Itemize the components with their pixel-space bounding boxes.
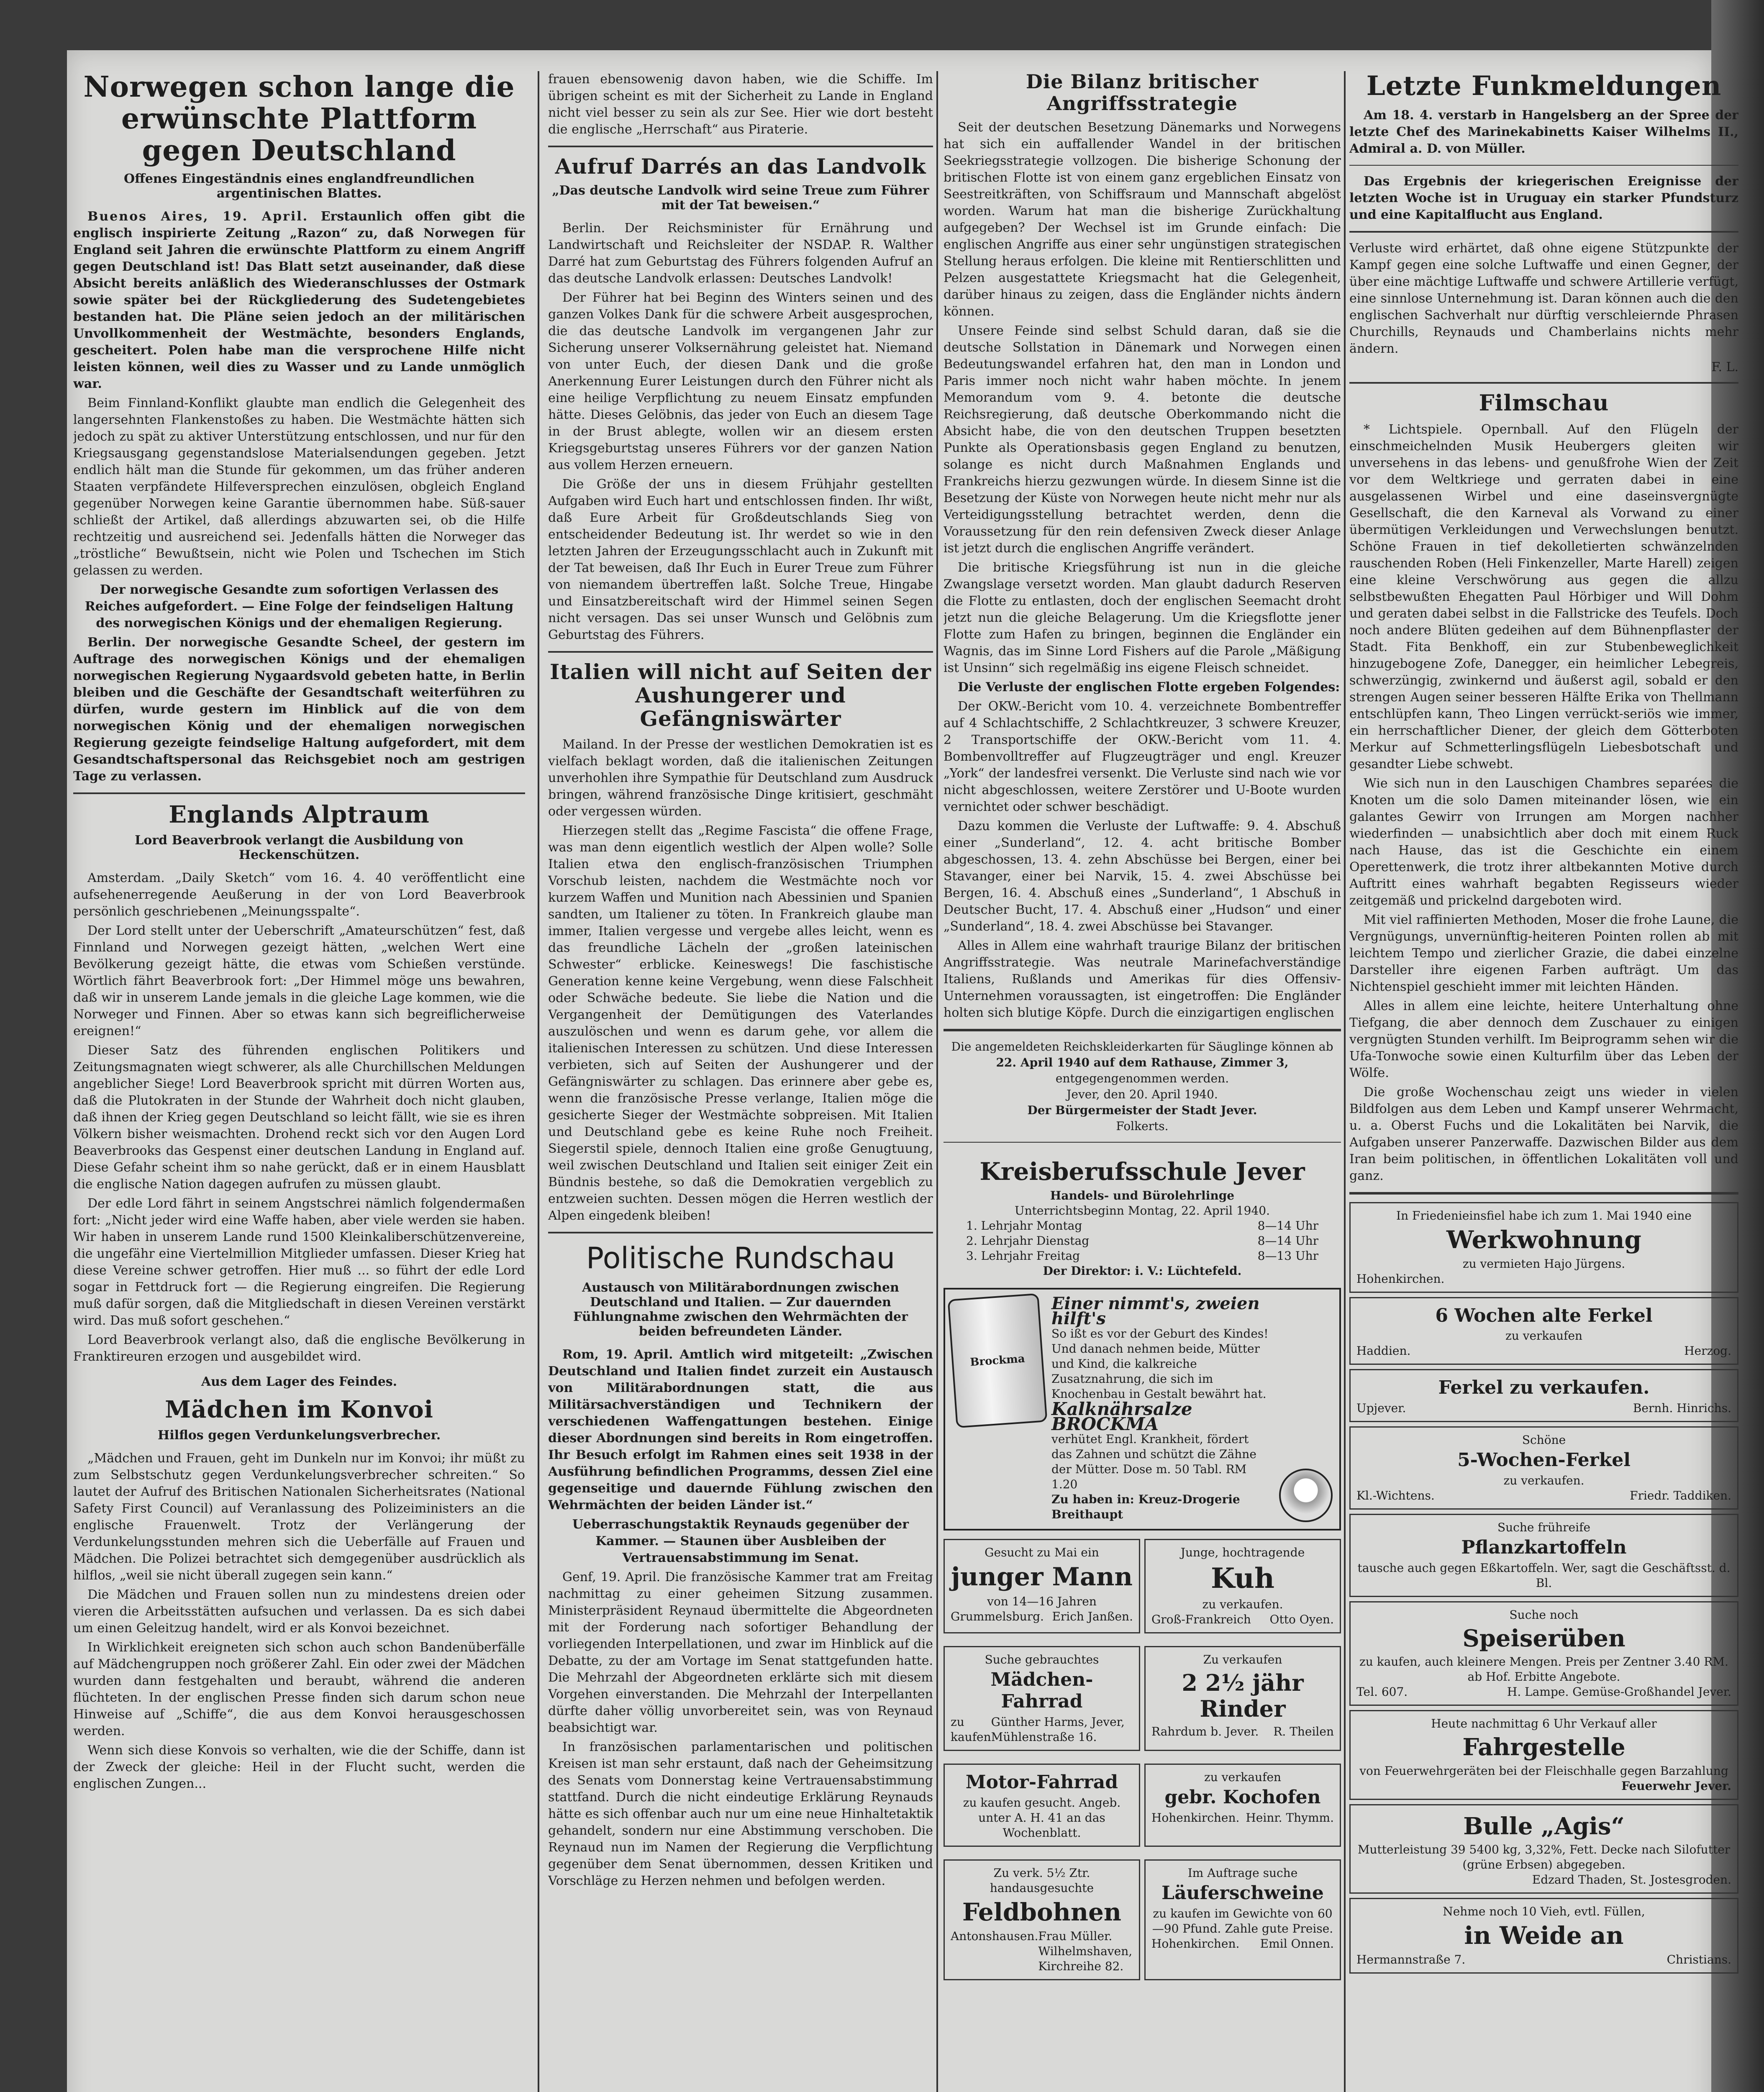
- headline-filmschau: Filmschau: [1479, 390, 1609, 416]
- headline-darre: Aufruf Darrés an das Landvolk: [555, 154, 926, 179]
- article-paragraph: Lord Beaverbrook verlangt also, daß die englische Bevölkerung in Franktireuren erzogen und ausgebildet wird.: [73, 1333, 525, 1364]
- column-1: [73, 71, 525, 2092]
- article-paragraph: „Mädchen und Frauen, geht im Dunkeln nur im Konvoi; ihr müßt zu zum Selbstschutz gegen Verdunkelungsverbrecher schreiten.“ So lautet der Aufruf des Britischen Nationalen Sicherheitsrates (National Safety First Council) auf Veranlassung des Polizeiministers an die englische Frauenwelt. Trotz der Verlängerung der Verdunkelungsstunden mehren sich die Ueberfälle auf Frauen und Mädchen. Die Polizei betrachtet sich demgegenüber ausdrücklich als hilflos, „weil sie nicht überall zugegen sein kann.“: [73, 1451, 525, 1583]
- article-paragraph: Berlin. Der norwegische Gesandte Scheel, der gestern im Auftrage des norwegischen Königs und der ehemaligen norwegischen Regierung Nygaardsvold gebeten hatte, in Berlin bleiben und die Geschäfte der Gesandtschaft weiterführen zu dürfen, wurde gestern im Hinblick auf die von dem norwegischen König und der ehemaligen norwegischen Regierung gezeigte feindselige Haltung aufgefordert, mit dem Gesandtschaftspersonal das Reichsgebiet noch am gestrigen Tage zu verlassen.: [73, 635, 525, 784]
- ad-speiseruben: Suche noch Speiserüben zu kaufen, auch kleinere Mengen. Preis per Zentner 3.40 RM. ab Hof. Erbitte Angebote. Tel. 607. H. Lampe. Gemüse-Großhandel Jever.: [1349, 1601, 1738, 1706]
- article-paragraph: Der OKW.-Bericht vom 10. 4. verzeichnete Bombentreffer auf 4 Schlachtschiffe, 2 Schlachtkreuzer, 3 schwere Kreuzer, 2 Transportschiffe der OKW.-Bericht vom 11. 4. Bombenvolltreffer auf Flugzeugträger und engl. Kreuzer „York“ der landesfrei versenkt. Die Verluste sind nach wie vor nicht abgeschlossen, weitere Zerstörer und U-Boote wurden vernichtet oder schwer beschädigt.: [944, 699, 1341, 815]
- headline-konvoi: Mädchen im Konvoi: [165, 1396, 433, 1424]
- ad-kuh: Junge, hochtragende Kuh zu verkaufen. Groß-Frankreich Otto Oyen.: [1144, 1539, 1341, 1633]
- article-paragraph: Das Ergebnis der kriegerischen Ereignisse der letzten Woche ist in Uruguay ein starker Pfundsturz und eine Kapitalflucht aus England.: [1349, 174, 1738, 222]
- ad-feldbohnen: Zu verk. 5½ Ztr. handausgesuchte Feldbohnen Antonshausen. Frau Müller. Wilhelmshaven, Kirchreihe 82.: [944, 1859, 1140, 1980]
- column-rule: [936, 71, 938, 2092]
- article-paragraph: Genf, 19. April. Die französische Kammer trat am Freitag nachmittag zu einer geheimen Sitzung zusammen. Ministerpräsident Reynaud übermittelte die Abgeordneten mit der Forderung nach sofortiger Behandlung der vorliegenden Interpellationen, und zwar im Hinblick auf die Debatte, zu der am Vortage im Senat stattgefunden hatte. Die Mehrzahl der Abgeordneten erklärte sich mit diesem Vorgehen einverstanden. Die Mehrzahl der Interpellanten dürfte daher völlig unvorbereitet sein, was von Reynaud beabsichtigt war.: [548, 1570, 933, 1735]
- ad-kreisberufsschule: Kreisberufsschule Jever Handels- und Bürolehrlinge Unterrichtsbeginn Montag, 22. April 1940. 1. Lehrjahr Montag 8—14 Uhr 2. Lehrjahr Dienstag 8—14 Uhr 3. Lehrjahr Freitag 8—13 Uhr Der Direktor: i. V.: Lüchtefeld.: [966, 1157, 1318, 1278]
- article-paragraph: Hierzegen stellt das „Regime Fascista“ die offene Frage, was man denn eigentlich westlich der Alpen wolle? Solle Italien etwa den englisch-französischen Triumphen Vorschub leisten, nachdem die Westmächte noch vor kurzem Waffen und Munition nach Abessinien und Spanien sandten, um Italiener zu töten. In Frankreich glaube man immer, Italien vergesse und vergebe alles leicht, wenn es das freundliche Lächeln der „großen lateinischen Schwester“ erblicke. Keineswegs! Die faschistische Generation kenne keine Vergebung, wenn diese Falschheit oder Schwäche bedeute. Sie liebe die Nation und die Vergangenheit der Demütigungen des Vaterlandes auszulöschen und wenn es darum gehe, vor allem die italienischen Interessen zu schützen. Und diese Interessen verbieten, sich auf Seiten der Aushungerer und der Gefängniswärter zu schlagen. Das erinnere aber gebe es, wenn die französische Presse verlange, Italien möge die gesicherte Sieger der Westmächte sobpreisen. Mit Italien und Deutschland gebe es keine Ruhe noch Freiheit. Siegerstil spiele, dennoch Italien eine große Genugtuung, weil zwischen Deutschland und Italien seit einiger Zeit ein Bündnis bestehe, so daß die Demokratien vergeblich zu entzweien suchten. Dessen mögen die Herren westlich der Alpen eingedenk bleiben!: [548, 823, 933, 1223]
- article-paragraph: Die Größe der uns in diesem Frühjahr gestellten Aufgaben wird Euch hart und entschlossen finden. Ihr wißt, daß Eure Arbeit für Großdeutschlands Sieg von entscheidender Bedeutung ist. Ihr werdet so wie in den letzten Jahren der Erzeugungsschlacht auch in Zukunft mit der Tat beweisen, daß Ihr Euch in Eurer Treue zum Führer von niemandem übertreffen laßt. Solche Treue, Hingabe und Einsatzbereitschaft wird der Himmel seinen Segen nicht versagen. Das sei unser Wunsch und Gelöbnis zum Geburtstag des Führers.: [548, 477, 933, 642]
- article-paragraph: Amsterdam. „Daily Sketch“ vom 16. 4. 40 veröffentlicht eine aufsehenerregende Aeußerung in der von Lord Beaverbrook persönlich geschriebenen „Meinungsspalte“.: [73, 871, 525, 919]
- article-paragraph: Die Mädchen und Frauen sollen nun zu mindestens dreien oder vieren die Arbeitsstätten aufsuchen und verlassen. Da es sich dabei um einen Geleitzug handelt, wird er als Konvoi bezeichnet.: [73, 1587, 525, 1636]
- divider: [1349, 382, 1738, 384]
- divider: [1349, 165, 1738, 166]
- divider: [944, 1029, 1341, 1031]
- headline-alptraum: Englands Alptraum: [169, 801, 430, 829]
- official-notice: Die angemeldeten Reichskleiderkarten für Säuglinge können ab 22. April 1940 auf dem Rathause, Zimmer 3, entgegengenommen werden. Jever, den 20. April 1940. Der Bürgermeister der Stadt Jever. Folkerts.: [951, 1040, 1333, 1133]
- article-paragraph: Berlin. Der Reichsminister für Ernährung und Landwirtschaft und Reichsleiter der NSDAP. R. Walther Darré hat zum Geburtstag des Führers folgenden Aufruf an das deutsche Landvolk erlassen: Deutsches Landvolk!: [548, 221, 933, 286]
- article-paragraph: Am 18. 4. verstarb in Hangelsberg an der Spree der letzte Chef des Marinekabinetts Kaiser Wilhelms II., Admiral a. D. von Müller.: [1349, 108, 1738, 156]
- ad-laeuferschweine: Im Auftrage suche Läuferschweine zu kaufen im Gewichte von 60—90 Pfund. Zahle gute Preise. Hohenkirchen. Emil Onnen.: [1144, 1859, 1341, 1980]
- article-paragraph: Alles in Allem eine wahrhaft traurige Bilanz der britischen Angriffsstrategie. Was neutrale Marinefachverständige Italiens, Rußlands und Amerikas für dies Offensiv-Unternehmen voraussagten, ist eingetroffen: Die Engländer holten sich blutige Köpfe. Durch die einzigartigen englischen: [944, 938, 1341, 1020]
- ad-ferkel-6-wochen: 6 Wochen alte Ferkel zu verkaufen Haddien. Herzog.: [1349, 1297, 1738, 1365]
- article-paragraph: Wenn sich diese Konvois so verhalten, wie die der Schiffe, dann ist der Zweck der gleiche: Heil in der Flucht sucht, werden die englischen Zungen...: [73, 1743, 525, 1791]
- ad-ferkel-5-wochen: Schöne 5-Wochen-Ferkel zu verkaufen. Kl.-Wichtens. Friedr. Taddiken.: [1349, 1426, 1738, 1510]
- author-initials: F. L.: [1711, 359, 1738, 374]
- article-paragraph: Dazu kommen die Verluste der Luftwaffe: 9. 4. Abschuß einer „Sunderland“, 12. 4. acht britische Bomber abgeschossen, 13. 4. zehn Abschüsse bei Bergen, einer bei Stavanger, einer bei Narvik, 15. 4. zwei Abschüsse bei Bergen, 16. 4. Abschuß eines „Sunderland“, 1 Abschuß in Deutscher Bucht, 17. 4. Abschuß einer „Hudson“ und einer „Sunderland“, 18. 4. zwei Abschüsse bei Stavanger.: [944, 819, 1341, 934]
- article-paragraph: * Lichtspiele. Opernball. Auf den Flügeln der einschmeichelnden Musik Heubergers gleiten wir unversehens in das lebens- und genußfrohe Wien der Zeit vor dem Weltkriege und gerraten dabei in eine ausgelassenen Wirbel und eine daseinsvergnügte Gesellschaft, die den Karneval als Vorwand zu einer übermütigen Verkleidungen und Verwechslungen benutzt. Schöne Frauen in tief dekolletierten schwänzelnden rauschenden Roben (Heli Finkenzeller, Marte Harell) zeigen eine kleine Verschwörung aus gegen die allzu selbstbewußten Ehegatten Paul Hörbiger und Will Dohm und geraten dabei selbst in die Fallstricke des Teufels. Doch noch andere Blüten gedeihen auf dem Bühnenpflaster der Stadt. Fita Benkhoff, ein zur Stubenbeweglichkeit hinzugebogene Zofe, Danegger, ein heimlicher Lebegreis, schwerzüngig, zwinkernd und äußerst agil, sobald er den strengen Augen seiner besseren Hälfte Erika von Thellmann entschlüpfen kann, Theo Lingen verrückt-seriös wie immer, ein herrschaftlicher Diener, der gleich dem Götterboten Merkur auf Schmetterlingsflügeln Liebesbotschaft und gesandter Liebe schwebt.: [1349, 422, 1738, 772]
- divider: [1349, 231, 1738, 233]
- article-paragraph: Seit der deutschen Besetzung Dänemarks und Norwegens hat sich ein auffallender Wandel in der britischen Seekriegsstrategie vollzogen. Die bisherige Schonung der britischen Flotte ist von einem ganz ergeblichen Einsatz von Seestreitkräften, von Schiffsraum und Mannschaft abgelöst worden. Warum hat man die bisherige Zurückhaltung aufgegeben? Der Wechsel ist im Grunde einfach: Die englischen Angriffe aus einer sehr ungünstigen strategischen Stellung heraus erfolgen. Die kleine mit Rentierschlitten und Pelzen ausgestattete Kriegsmacht hat die Gelegenheit, darüber hinaus zu zeigen, dass die Engländer nichts ändern können.: [944, 120, 1341, 319]
- divider: [548, 651, 933, 653]
- subheadline: „Das deutsche Landvolk wird seine Treue zum Führer mit der Tat beweisen.“: [552, 183, 929, 213]
- article-paragraph: Der Lord stellt unter der Ueberschrift „Amateurschützen“ fest, daß Finnland und Norwegen gezeigt hätten, „welchen Wert eine Bevölkerung gezeigt hätte, die etwas vom Schießen verstünde. Wörtlich fährt Beaverbrook fort: „Der Himmel möge uns bewahren, daß wir in unserem Lande jemals in die gleiche Lage kommen, wie die Norweger und Finnen. Aber so etwas kann sich begreiflicherweise ereignen!“: [73, 923, 525, 1039]
- column-2: [548, 71, 933, 2092]
- ad-maedchen-fahrrad: Suche gebrauchtes Mädchen-Fahrrad zu kaufen Günther Harms, Jever, Mühlenstraße 16.: [944, 1646, 1140, 1751]
- article-paragraph: In Wirklichkeit ereigneten sich schon auch schon Bandenüberfälle auf Mädchengruppen noch größerer Zahl. Ein oder zwei der Mädchen wurden dann festgehalten und beraubt, während die anderen flüchteten. In der englischen Presse finden sich darum schon neue Hinweise auf „Schiffe“, die aus dem Konvoi herausgeschossen werden.: [73, 1640, 525, 1738]
- subheadline: Hilflos gegen Verdunkelungsverbrecher.: [157, 1428, 441, 1443]
- ad-kochofen: zu verkaufen gebr. Kochofen Hohenkirchen. Heinr. Thymm.: [1144, 1764, 1341, 1847]
- ad-fahrgestelle: Heute nachmittag 6 Uhr Verkauf aller Fahrgestelle von Feuerwehrgeräten bei der Fleischhalle gegen Barzahlung Feuerwehr Jever.: [1349, 1710, 1738, 1800]
- divider: [73, 792, 525, 794]
- kicker: Aus dem Lager des Feindes.: [201, 1374, 397, 1390]
- article-subhead: Der norwegische Gesandte zum sofortigen Verlassen des Reiches aufgefordert. — Eine Folge der feindseligen Haltung des norwegischen Königs und der ehemaligen Regierung.: [85, 582, 514, 631]
- headline-norwegen: Norwegen schon lange die erwünschte Plattform gegen Deutschland: [83, 71, 515, 168]
- headline-politische-rundschau: Politische Rundschau: [586, 1241, 895, 1275]
- divider: [548, 146, 933, 147]
- column-3: [944, 71, 1341, 2092]
- ad-weide: Nehme noch 10 Vieh, evtl. Füllen, in Weide an Hermannstraße 7. Christians.: [1349, 1898, 1738, 1974]
- headline-funkmeldungen: Letzte Funkmeldungen: [1366, 71, 1722, 102]
- article-paragraph: Der edle Lord fährt in seinem Angstschrei nämlich folgendermaßen fort: „Nicht jeder wird eine Waffe haben, aber viele werden sie haben. Wir haben in unserem Lande rund 1500 Kleinkaliberschützenvereine, die ungefähr eine Viertelmillion Mitglieder umfassen. Dieser Krieg hat diese Vereine schwer getroffen. Hier muß ... so führt der edle Lord sogar in Fettdruck fort — die Regierung eingreifen. Die Regierung muß dafür sorgen, daß die Mitgliedschaft in diesen Vereinen verstärkt wird. Das muß sofort geschehen.“: [73, 1196, 525, 1328]
- ad-ferkel: Ferkel zu verkaufen. Upjever. Bernh. Hinrichs.: [1349, 1369, 1738, 1422]
- subheadline: Lord Beaverbrook verlangt die Ausbildung von Heckenschützen.: [135, 833, 464, 863]
- ad-bulle-agis: Bulle „Agis“ Mutterleistung 39 5400 kg, 3,32%, Fett. Decke nach Silofutter (grüne Erbsen) abgegeben. Edzard Thaden, St. Jostesgroden.: [1349, 1804, 1738, 1894]
- ad-motor-fahrrad: Motor-Fahrrad zu kaufen gesucht. Angeb. unter A. H. 41 an das Wochenblatt.: [944, 1764, 1140, 1847]
- article-paragraph: Wie sich nun in den Lauschigen Chambres separées die Knoten um die solo Damen miteinander lösen, wie ein galantes Gewirr von Irrungen am Morgen nachher wiederfinden — unabsichtlich aber doch mit einem Ruck nach Hause, das ist die Geschichte ein einem Operettenwerk, die trotz ihrer altbekannten Motive durch Auftritt eines wahrhaft begabten Regisseurs wieder zeitgemäß und prickelnd dargeboten wird.: [1349, 776, 1738, 908]
- article-paragraph: Die Verluste der englischen Flotte ergeben Folgendes:: [958, 680, 1340, 695]
- divider: [1349, 1192, 1738, 1195]
- column-rule: [1344, 71, 1346, 2092]
- mother-child-illustration: [1279, 1469, 1333, 1522]
- column-rule: [538, 71, 539, 2092]
- article-paragraph: Der Führer hat bei Beginn des Winters seinen und des ganzen Volkes Dank für die schwere Arbeit ausgesprochen, die das deutsche Landvolk im vergangenen Jahr zur Sicherung unserer Volksernährung geleistet hat. Niemand von unter Euch, der diesen Dank und die große Anerkennung Eurer Leistungen durch den Führer nicht als eine heilige Verpflichtung zu neuem Einsatz empfunden hätte. Dieses Gelöbnis, das jeder von Euch an diesem Tage in der Brust ablegte, wollen wir an diesem ersten Kriegsgeburtstag unseres Führers vor der ganzen Nation aus vollem Herzen erneuern.: [548, 290, 933, 472]
- article-paragraph: Die große Wochenschau zeigt uns wieder in vielen Bildfolgen aus dem Leben und Kampf unserer Wehrmacht, u. a. Oberst Fuchs und die Lokalitäten bei Narvik, die Aufgaben unserer Panzerwaffe. Dazwischen Bilder aus dem Iran beim politischen, in öffentlichen Lokalitäten voll und ganz.: [1349, 1084, 1738, 1183]
- article-subhead: Ueberraschungstaktik Reynauds gegenüber der Kammer. — Staunen über Ausbleiben der Vertrauensabstimmung im Senat.: [572, 1517, 909, 1565]
- article-paragraph: Dieser Satz des führenden englischen Politikers und Zeitungsmagnaten wiegt schwerer, als alle Churchillschen Meldungen angeblicher Siege! Lord Beaverbrook spricht mit dürren Worten aus, daß die Plutokraten in der Stunde der Wahrheit doch nicht glauben, daß ihnen der Krieg gegen Deutschland so leicht fällt, wie sie es ihren Völkern bisher weismachten. Drohend reckt sich vor den Augen Lord Beaverbrooks das Gespenst einer deutschen Landung in England auf. Diese Gefahr scheint ihm so nahe gerückt, daß er in einem Hausblatt die englische Nation dagegen aufrufen zu müssen glaubt.: [73, 1043, 525, 1192]
- article-paragraph: Mailand. In der Presse der westlichen Demokratien ist es vielfach beklagt worden, daß die italienischen Zeitungen unverhohlen ihre Sympathie für Deutschland zum Ausdruck bringen, während französische Dinge kritisiert, geschmäht oder vergessen würden.: [548, 737, 933, 819]
- product-can-illustration: Brockma: [948, 1293, 1048, 1428]
- article-paragraph: Alles in allem eine leichte, heitere Unterhaltung ohne Tiefgang, die aber dennoch dem Zuschauer zu einigen vergnügten Stunden verhilft. Im Beiprogramm sehen wir die Ufa-Tonwoche sowie einen Kulturfilm über das Leben der Wölfe.: [1349, 998, 1738, 1080]
- article-paragraph: In französischen parlamentarischen und politischen Kreisen ist man sehr erstaunt, daß nach der Geheimsitzung des Senats vom Donnerstag keine Vertrauensabstimmung stattfand. Durch die nicht eindeutige Erklärung Reynauds hätte es sich offenbar auch nur um eine neue Hinhaltetaktik gehandelt, sondern nur eine Abstimmung verschoben. Die Reynaud nun im Namen der Regierung die Verpflichtung gegenüber dem Senat übernommen, dessen Kritiken und Vorschläge zu Herzen nehmen und befolgen werden.: [548, 1740, 933, 1888]
- ad-junger-mann: Gesucht zu Mai ein junger Mann von 14—16 Jahren Grummelsburg. Erich Janßen.: [944, 1539, 1140, 1633]
- divider: [548, 1232, 933, 1233]
- article-paragraph: Beim Finnland-Konflikt glaubte man endlich die Gelegenheit des langersehnten Flankenstoßes zu haben. Die Westmächte hätten sich jedoch zu spät zu aktiver Unterstützung entschlossen, und nur für den Kriegsausgang gegenstandslose Materialsendungen gegeben. Jetzt endlich hält man die Stunde für gekommen, um das früher anderen Staaten verpfändete Hilfeversprechen einzulösen, obgleich England gegenüber Norwegen keine Garantie übernommen habe. Süß-sauer schließt der Artikel, daß allerdings abzuwarten sei, ob die Hilfe rechtzeitig und ausreichend sei. Jedenfalls hätten die Norweger das „tröstliche“ Bewußtsein, nicht wie Polen und Tschechen im Stich gelassen zu werden.: [73, 396, 525, 578]
- ad-rinder: Zu verkaufen 2 2½ jähr Rinder Rahrdum b. Jever. R. Theilen: [1144, 1646, 1341, 1751]
- subheadline: Offenes Eingeständnis eines englandfreundlichen argentinischen Blattes.: [123, 172, 475, 201]
- divider: [944, 1142, 1341, 1143]
- column-4: [1349, 71, 1738, 2092]
- headline-bilanz: Die Bilanz britischer Angriffsstrategie: [1026, 71, 1259, 115]
- article-paragraph: Rom, 19. April. Amtlich wird mitgeteilt: „Zwischen Deutschland und Italien findet zurzeit ein Austausch von Militärabordnungen statt, die aus Militärsachverständigen und Technikern der verschiedenen Waffengattungen bestehen. Einige dieser Abordnungen sind bereits in Rom eingetroffen. Ihr Besuch erfolgt im Rahmen eines seit 1938 in der Ausführung befindlichen Programms, dessen Ziel eine gegenseitige und dauernde Fühlung zwischen den Wehrmächten der beiden Länder ist.“: [548, 1347, 933, 1513]
- article-paragraph: frauen ebensowenig davon haben, wie die Schiffe. Im übrigen scheint es mit der Sicherheit zu Lande in England nicht viel besser zu sein als zur See. Hier wie dort besteht die englische „Herrschaft“ aus Piraterie.: [548, 72, 933, 137]
- dateline: Buenos Aires, 19. April.: [87, 209, 309, 224]
- article-paragraph: Die britische Kriegsführung ist nun in die gleiche Zwangslage versetzt worden. Man glaubt dadurch Reserven die Flotte zu entlasten, doch der englischen Seemacht droht jetzt nun die gleiche Belagerung. Um die Kriegsflotte jener Flotte zum Hafen zu bringen, beginnen die Engländer ein Wagnis, das im Sinne Lord Fishers auf die Parole „Mäßigung ist Unsinn“ sich regelmäßig ins eigene Fleisch schneidet.: [944, 560, 1341, 676]
- article-paragraph: Buenos Aires, 19. April. Erstaunlich offen gibt die englisch inspirierte Zeitung „Razon“ zu, daß Norwegen für England seit Jahren die erwünschte Plattform zu einem Angriff gegen Deutschland ist! Das Blatt setzt auseinander, daß diese Absicht bereits anläßlich des Wiederanschlusses der Ostmark sowie später bei der Rückgliederung des Sudetengebietes bestanden hat. Die Pläne seien jedoch an der militärischen Unvollkommenheit der Westmächte, besonders Englands, gescheitert. Polen habe man die versprochene Hilfe nicht leisten können, weil dies zu Wasser und zu Lande unmöglich war.: [73, 209, 525, 392]
- article-paragraph: Mit viel raffinierten Methoden, Moser die frohe Laune, die Vergnügungs, unvernünftig-heiteren Pointen rollen ab mit leichtem Tempo und zierlicher Grazie, die dabei einzelne Darsteller ihre eigenen Farben aufträgt. Um das Nichtenspiel geschieht immer mit leichten Händen.: [1349, 912, 1738, 994]
- ad-brockma: Brockma Einer nimmt's, zweien hilft's So ißt es vor der Geburt des Kindes! Und danach nehmen beide, Mütter und Kind, die kalkreiche Zusatznahrung, die sich im Knochenbau in Gestalt bewährt hat. Kalknährsalze BROCKMA verhütet Engl. Krankheit, fördert das Zahnen und schützt die Zähne der Mütter. Dose m. 50 Tabl. RM 1.20 Zu haben in: Kreuz-Drogerie Breithaupt: [944, 1288, 1341, 1531]
- ad-pflanzkartoffeln: Suche frühreife Pflanzkartoffeln tausche auch gegen Eßkartoffeln. Wer, sagt die Geschäftsst. d. Bl.: [1349, 1514, 1738, 1597]
- subheadline: Austausch von Militärabordnungen zwischen Deutschland und Italien. — Zur dauernden Fühlungnahme zwischen den Wehrmächten der beiden befreundeten Länder.: [573, 1280, 908, 1339]
- headline-italien: Italien will nicht auf Seiten der Aushungerer und Gefängniswärter: [550, 659, 931, 731]
- ad-werkwohnung: In Friedenieinsfiel habe ich zum 1. Mai 1940 eine Werkwohnung zu vermieten Hajo Jürgens. Hohenkirchen.: [1349, 1202, 1738, 1293]
- article-paragraph: Unsere Feinde sind selbst Schuld daran, daß sie die deutsche Sollstation in Dänemark und Norwegen einen Bedeutungswandel erfahren hat, den man in London und Paris immer noch nicht wahr haben möchte. In jenem Memorandum vom 9. 4. betonte die deutsche Reichsregierung, daß deutsche Oberkommando nicht die Absicht habe, die von den deutschen Truppen besetzten Punkte als Operationsbasis gegen England zu benutzen, solange es nicht durch Maßnahmen Englands und Frankreichs hierzu gezwungen würde. In diesem Sinne ist die Besetzung der Küste von Norwegen heute nicht mehr nur als Verteidigungsstellung betrachtet werden, denn die Voraussetzung für den rein defensiven Zweck dieser Anlage ist jetzt durch die englischen Angriffe verändert.: [944, 323, 1341, 556]
- article-paragraph: Verluste wird erhärtet, daß ohne eigene Stützpunkte der Kampf gegen eine solche Luftwaffe und einen Gegner, der über eine mächtige Luftwaffe und schwere Artillerie verfügt, eine sinnlose Unternehmung ist. Daran können auch die den englischen Sachverhalt nur dürftig verschleiernde Phrasen Churchills, Reynauds und Chamberlains nichts mehr ändern.: [1349, 241, 1738, 356]
